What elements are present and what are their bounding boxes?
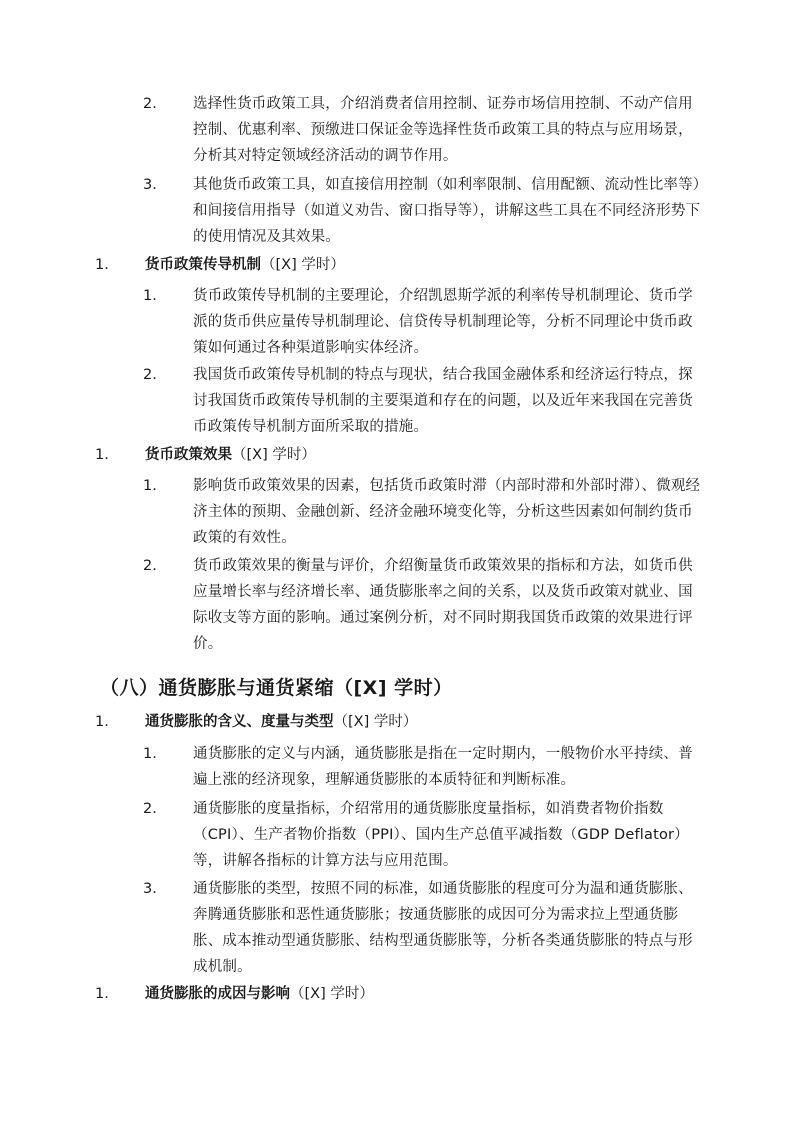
- list-item-text: 影响货币政策效果的因素，包括货币政策时滞（内部时滞和外部时滞）、微观经济主体的预期、金融创新、经济金融环境变化等，分析这些因素如何制约货币政策的有效性。: [193, 478, 701, 546]
- subsection-heading: [145, 982, 374, 1006]
- subsection-heading: [145, 710, 417, 734]
- list-number: 3.: [143, 177, 157, 193]
- list-number: 1.: [95, 447, 109, 463]
- list-number: 2.: [143, 367, 157, 383]
- list-number: 1.: [95, 714, 109, 730]
- list-item-text: 通货膨胀的度量指标，介绍常用的通货膨胀度量指标，如消费者物价指数（CPI）、生产者物价指数（PPI）、国内生产总值平减指数（GDP Deflator）等，讲解各指标的计算方法与应用范围。: [193, 801, 689, 869]
- list-item-text: 其他货币政策工具，如直接信用控制（如利率限制、信用配额、流动性比率等）和间接信用指导（如道义劝告、窗口指导等），讲解这些工具在不同经济形势下的使用情况及其效果。: [193, 177, 701, 245]
- list-item-text: 货币政策传导机制的主要理论，介绍凯恩斯学派的利率传导机制理论、货币学派的货币供应量传导机制理论、信贷传导机制理论等，分析不同理论中货币政策如何通过各种渠道影响实体经济。: [193, 288, 693, 356]
- list-number: 2.: [143, 801, 157, 817]
- list-number: 2.: [143, 558, 157, 574]
- subsection-heading: [145, 443, 316, 467]
- list-item-text: 通货膨胀的定义与内涵，通货膨胀是指在一定时期内，一般物价水平持续、普遍上涨的经济现象，理解通货膨胀的本质特征和判断标准。: [193, 746, 693, 788]
- list-item-text: 通货膨胀的类型，按照不同的标准，如通货膨胀的程度可分为温和通货膨胀、奔腾通货膨胀和恶性通货膨胀；按通货膨胀的成因可分为需求拉上型通货膨胀、成本推动型通货膨胀、结构型通货膨胀等，分析各类通货膨胀的特点与形成机制。: [193, 881, 693, 975]
- subsection-hours: （[X] 学时）: [232, 447, 316, 463]
- subsection-hours: （[X] 学时）: [333, 714, 418, 730]
- list-item-text: 我国货币政策传导机制的特点与现状，结合我国金融体系和经济运行特点，探讨我国货币政策传导机制的主要渠道和存在的问题，以及近年来我国在完善货币政策传导机制方面所采取的措施。: [193, 367, 693, 435]
- subsection-title: 货币政策传导机制: [145, 257, 261, 273]
- subsection-title: 通货膨胀的含义、度量与类型: [145, 714, 334, 730]
- subsection-hours: （[X] 学时）: [261, 257, 345, 273]
- subsection-hours: （[X] 学时）: [290, 986, 374, 1002]
- list-number: 1.: [143, 746, 157, 762]
- list-item-text: 货币政策效果的衡量与评价，介绍衡量货币政策效果的指标和方法，如货币供应量增长率与经济增长率、通货膨胀率之间的关系，以及货币政策对就业、国际收支等方面的影响。通过案例分析，对不同时期我国货币政策的效果进行评价。: [193, 558, 693, 652]
- list-number: 3.: [143, 881, 157, 897]
- subsection-title: 通货膨胀的成因与影响: [145, 986, 290, 1002]
- list-number: 1.: [143, 478, 157, 494]
- list-number: 1.: [143, 288, 157, 304]
- section-heading: （八）通货膨胀与通货紧缩（[X] 学时）: [100, 677, 453, 699]
- subsection-heading: [145, 253, 345, 277]
- list-number: 1.: [95, 257, 109, 273]
- list-item-text: 选择性货币政策工具，介绍消费者信用控制、证券市场信用控制、不动产信用控制、优惠利率、预缴进口保证金等选择性货币政策工具的特点与应用场景，分析其对特定领域经济活动的调节作用。: [193, 96, 693, 164]
- subsection-title: 货币政策效果: [145, 447, 232, 463]
- list-number: 2.: [143, 96, 157, 112]
- list-number: 1.: [95, 986, 109, 1002]
